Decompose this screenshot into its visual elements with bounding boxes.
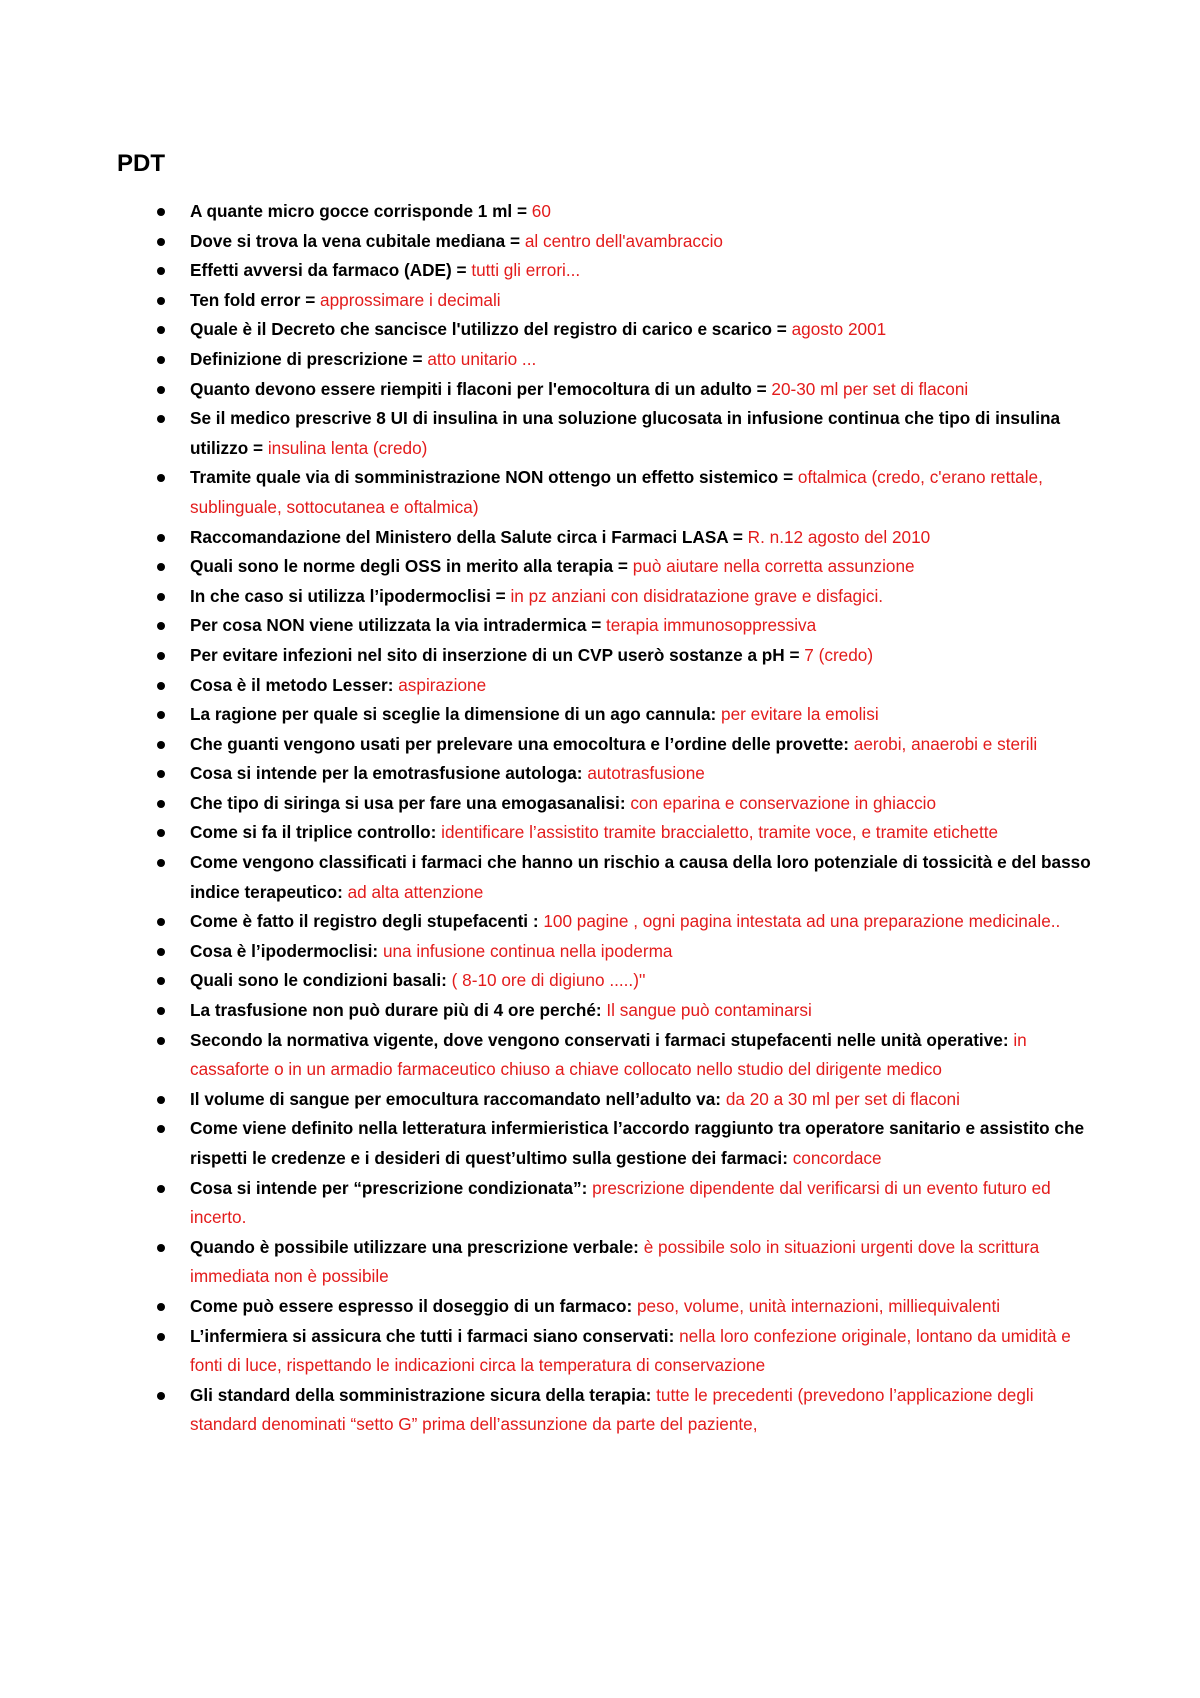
answer-text: terapia immunosoppressiva xyxy=(606,615,817,636)
question-text: Quando è possibile utilizzare una prescrizione verbale: xyxy=(190,1236,644,1257)
bullet-icon xyxy=(157,800,165,808)
bullet-icon xyxy=(157,267,165,275)
question-text: Per evitare infezioni nel sito di inserzione di un CVP userò sostanze a pH = xyxy=(190,644,805,665)
answer-text: agosto 2001 xyxy=(791,319,887,340)
answer-text: può aiutare nella corretta assunzione xyxy=(632,556,915,577)
question-text: Quali sono le condizioni basali: xyxy=(190,970,452,991)
bullet-icon xyxy=(157,1244,165,1252)
bullet-icon xyxy=(157,711,165,719)
question-text: Ten fold error = xyxy=(190,289,321,310)
answer-text: nella loro confezione originale, lontano da umidità e fonti di luce, rispettando le indicazioni circa la temperatura di conservazione xyxy=(190,1325,1071,1376)
question-list xyxy=(0,197,1200,1440)
list-item xyxy=(0,227,1200,257)
list-item xyxy=(0,1322,1200,1381)
list-item xyxy=(0,375,1200,405)
question-text: Cosa si intende per “prescrizione condizionata”: xyxy=(190,1177,593,1198)
list-item xyxy=(0,404,1200,463)
list-item xyxy=(0,730,1200,760)
question-text: Gli standard della somministrazione sicura della terapia: xyxy=(190,1384,657,1405)
bullet-icon xyxy=(157,386,165,394)
bullet-icon xyxy=(157,918,165,926)
answer-text: ad alta attenzione xyxy=(347,881,484,902)
list-item xyxy=(0,1174,1200,1233)
question-text: Definizione di prescrizione = xyxy=(190,348,428,369)
question-text: Quale è il Decreto che sancisce l'utilizzo del registro di carico e scarico = xyxy=(190,319,792,340)
list-item xyxy=(0,345,1200,375)
answer-text: per evitare la emolisi xyxy=(721,704,879,725)
bullet-icon xyxy=(157,415,165,423)
question-text: Il volume di sangue per emocultura raccomandato nell’adulto va: xyxy=(190,1088,726,1109)
list-item xyxy=(0,907,1200,937)
answer-text: 100 pagine , ogni pagina intestata ad una preparazione medicinale.. xyxy=(543,911,1061,932)
list-item xyxy=(0,523,1200,553)
list-item xyxy=(0,611,1200,641)
list-item xyxy=(0,966,1200,996)
list-item xyxy=(0,937,1200,967)
list-item xyxy=(0,286,1200,316)
bullet-icon xyxy=(157,652,165,660)
list-item xyxy=(0,1026,1200,1085)
bullet-icon xyxy=(157,534,165,542)
list-item xyxy=(0,641,1200,671)
list-item xyxy=(0,256,1200,286)
bullet-icon xyxy=(157,1007,165,1015)
list-item xyxy=(0,582,1200,612)
answer-text: R. n.12 agosto del 2010 xyxy=(747,526,931,547)
question-text: Cosa è il metodo Lesser: xyxy=(190,674,399,695)
answer-text: 60 xyxy=(531,201,551,221)
list-item xyxy=(0,671,1200,701)
answer-text: approssimare i decimali xyxy=(320,289,501,310)
list-item xyxy=(0,818,1200,848)
bullet-icon xyxy=(157,682,165,690)
bullet-icon xyxy=(157,859,165,867)
bullet-icon xyxy=(157,238,165,246)
bullet-icon xyxy=(157,1037,165,1045)
question-text: Come può essere espresso il doseggio di un farmaco: xyxy=(190,1295,637,1316)
answer-text: aspirazione xyxy=(398,674,487,695)
answer-text: tutte le precedenti (prevedono l’applicazione degli standard denominati “setto G” prima dell’assunzione da parte del paziente, xyxy=(190,1384,1034,1435)
answer-text: prescrizione dipendente dal verificarsi di un evento futuro ed incerto. xyxy=(190,1177,1051,1228)
list-item xyxy=(0,848,1200,907)
bullet-icon xyxy=(157,474,165,482)
bullet-icon xyxy=(157,208,165,216)
question-text: Secondo la normativa vigente, dove vengono conservati i farmaci stupefacenti nelle unità operative: xyxy=(190,1029,1014,1050)
bullet-icon xyxy=(157,1333,165,1341)
list-item xyxy=(0,1292,1200,1322)
bullet-icon xyxy=(157,1392,165,1400)
bullet-icon xyxy=(157,770,165,778)
answer-text: insulina lenta (credo) xyxy=(267,437,428,458)
answer-text: concordace xyxy=(792,1148,882,1168)
answer-text: peso, volume, unità internazioni, milliequivalenti xyxy=(637,1295,1001,1316)
bullet-icon xyxy=(157,1125,165,1133)
answer-text: una infusione continua nella ipoderma xyxy=(382,940,673,961)
answer-text: 7 (credo) xyxy=(804,644,874,665)
answer-text: con eparina e conservazione in ghiaccio xyxy=(630,792,937,813)
question-text: Come vengono classificati i farmaci che hanno un rischio a causa della loro potenziale di tossicità e del basso indice terapeutico: xyxy=(190,852,1091,902)
answer-text: in pz anziani con disidratazione grave e disfagici. xyxy=(510,585,884,606)
bullet-icon xyxy=(157,741,165,749)
page-title: PDT xyxy=(117,150,165,177)
answer-text: Il sangue può contaminarsi xyxy=(606,1000,812,1021)
answer-text: ( 8-10 ore di digiuno .....)'' xyxy=(451,970,646,991)
question-text: Tramite quale via di somministrazione NON ottengo un effetto sistemico = xyxy=(190,467,798,488)
question-text: Cosa si intende per la emotrasfusione autologa: xyxy=(190,763,588,784)
question-text: Quali sono le norme degli OSS in merito alla terapia = xyxy=(190,556,633,577)
bullet-icon xyxy=(157,1096,165,1104)
list-item xyxy=(0,463,1200,522)
question-text: Come si fa il triplice controllo: xyxy=(190,822,442,843)
bullet-icon xyxy=(157,977,165,985)
question-text: L’infermiera si assicura che tutti i farmaci siano conservati: xyxy=(190,1325,680,1346)
list-item xyxy=(0,197,1200,227)
answer-text: oftalmica (credo, c'erano rettale, sublinguale, sottocutanea e oftalmica) xyxy=(190,467,1043,517)
list-item xyxy=(0,759,1200,789)
list-item xyxy=(0,315,1200,345)
question-text: Che guanti vengono usati per prelevare una emocoltura e l’ordine delle provette: xyxy=(190,733,854,754)
bullet-icon xyxy=(157,829,165,837)
bullet-icon xyxy=(157,593,165,601)
question-text: Se il medico prescrive 8 UI di insulina in una soluzione glucosata in infusione continua che tipo di insulina utilizzo = xyxy=(190,408,1061,458)
answer-text: 20-30 ml per set di flaconi xyxy=(771,378,969,399)
question-text: La ragione per quale si sceglie la dimensione di un ago cannula: xyxy=(190,704,722,725)
question-text: Per cosa NON viene utilizzata la via intradermica = xyxy=(190,615,607,636)
answer-text: tutti gli errori... xyxy=(471,260,581,281)
answer-text: è possibile solo in situazioni urgenti dove la scrittura immediata non è possibile xyxy=(190,1236,1040,1287)
list-item xyxy=(0,1233,1200,1292)
bullet-icon xyxy=(157,326,165,334)
question-text: Come viene definito nella letteratura infermieristica l’accordo raggiunto tra operatore sanitario e assistito che rispetti le credenze e i desideri di quest’ultimo sulla gestione dei farmaci: xyxy=(190,1118,1085,1168)
bullet-icon xyxy=(157,948,165,956)
question-text: Come è fatto il registro degli stupefacenti : xyxy=(190,911,544,932)
question-text: Dove si trova la vena cubitale mediana = xyxy=(190,230,525,251)
list-item xyxy=(0,552,1200,582)
bullet-icon xyxy=(157,356,165,364)
question-text: Quanto devono essere riempiti i flaconi per l'emocoltura di un adulto = xyxy=(190,378,772,399)
answer-text: identificare l’assistito tramite braccialetto, tramite voce, e tramite etichette xyxy=(441,822,999,843)
answer-text: in cassaforte o in un armadio farmaceutico chiuso a chiave collocato nello studio del dirigente medico xyxy=(190,1029,1027,1080)
list-item xyxy=(0,996,1200,1026)
answer-text: da 20 a 30 ml per set di flaconi xyxy=(725,1088,960,1109)
question-text: La trasfusione non può durare più di 4 ore perché: xyxy=(190,1000,607,1021)
question-text: Che tipo di siringa si usa per fare una emogasanalisi: xyxy=(190,792,631,813)
bullet-icon xyxy=(157,622,165,630)
question-text: A quante micro gocce corrisponde 1 ml = xyxy=(190,201,532,221)
bullet-icon xyxy=(157,563,165,571)
answer-text: al centro dell'avambraccio xyxy=(524,230,723,251)
question-text: Cosa è l’ipodermoclisi: xyxy=(190,940,383,961)
answer-text: autotrasfusione xyxy=(587,763,705,784)
list-item xyxy=(0,700,1200,730)
list-item xyxy=(0,1381,1200,1440)
question-text: Effetti avversi da farmaco (ADE) = xyxy=(190,260,472,281)
list-item xyxy=(0,789,1200,819)
bullet-icon xyxy=(157,1303,165,1311)
list-item xyxy=(0,1085,1200,1115)
bullet-icon xyxy=(157,1185,165,1193)
question-text: Raccomandazione del Ministero della Salute circa i Farmaci LASA = xyxy=(190,526,748,547)
answer-text: aerobi, anaerobi e sterili xyxy=(853,733,1038,754)
answer-text: atto unitario ... xyxy=(427,348,537,369)
bullet-icon xyxy=(157,297,165,305)
question-text: In che caso si utilizza l’ipodermoclisi = xyxy=(190,585,511,606)
list-item xyxy=(0,1114,1200,1173)
